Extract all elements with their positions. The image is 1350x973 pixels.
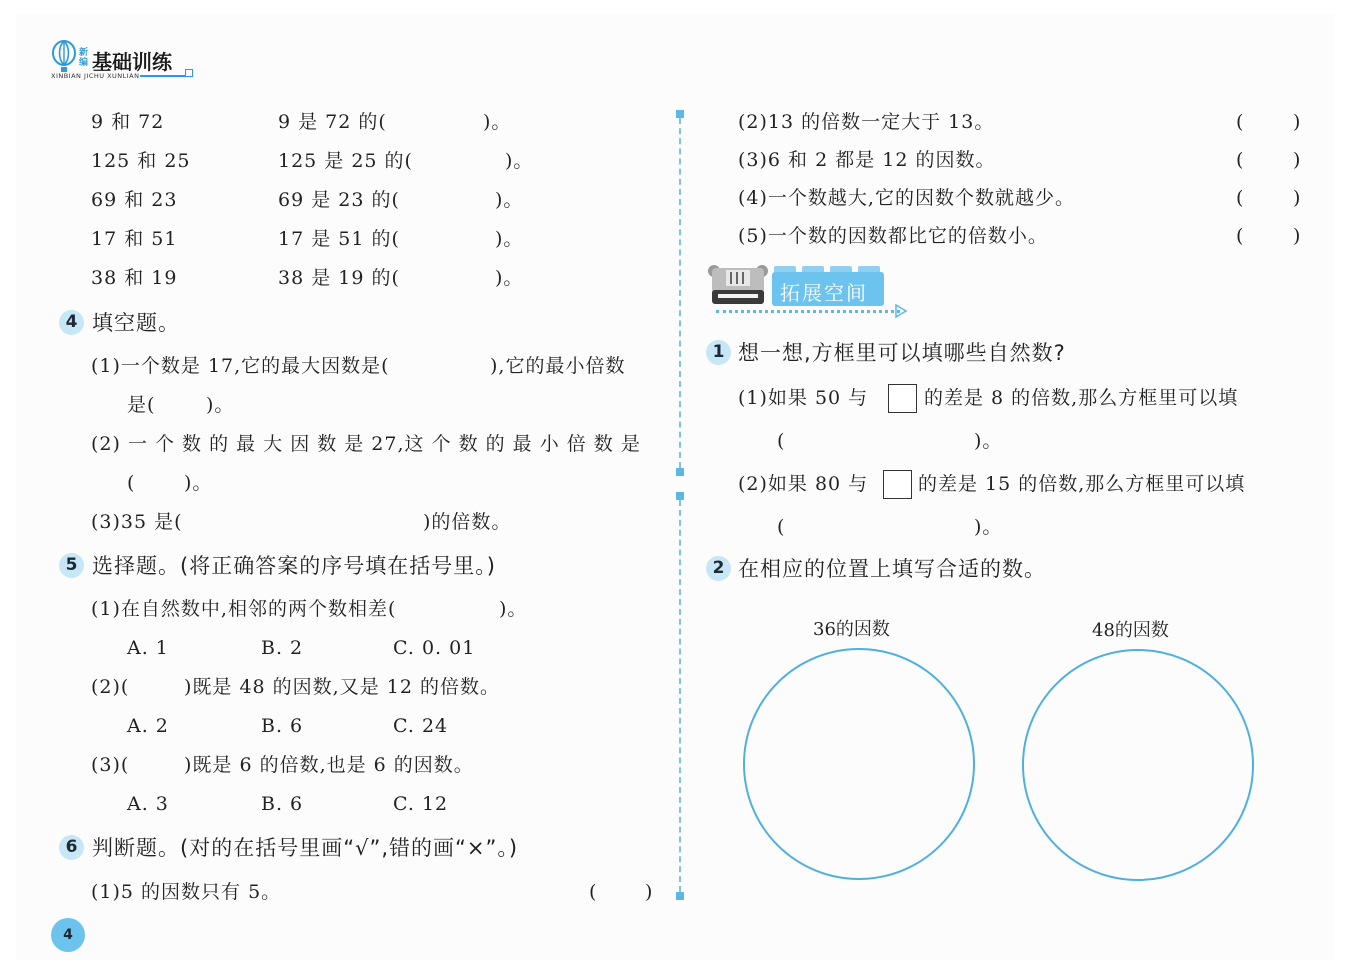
- question-text: (2) 一 个 数 的 最 大 因 数 是 27,这 个 数 的 最 小 倍 数 是: [91, 433, 641, 455]
- question-text: (: [127, 472, 136, 494]
- answer-paren-open: (: [1236, 149, 1245, 171]
- question-text: (1)一个数是 17,它的最大因数是(: [91, 355, 390, 377]
- divider-line: [679, 118, 681, 468]
- pair-label: 125 和 25: [91, 150, 191, 172]
- question-text: )既是 48 的因数,又是 12 的倍数。: [184, 676, 500, 698]
- blank-paren-open: (: [777, 516, 786, 538]
- option-a: A. 2: [127, 715, 169, 737]
- logo-square: [185, 69, 193, 77]
- pair-label: 17 和 51: [91, 228, 178, 250]
- blank-paren-close: )。: [974, 516, 1003, 538]
- answer-box[interactable]: [888, 384, 917, 413]
- question-text: (3)(: [91, 754, 130, 776]
- pair-question-end: )。: [495, 189, 524, 211]
- answer-paren-open: (: [1236, 225, 1245, 247]
- question-text: (4)一个数越大,它的因数个数就越少。: [738, 187, 1075, 209]
- question-text: (2)如果 80 与: [738, 473, 869, 495]
- blank-paren-close: )。: [974, 430, 1003, 452]
- divider-line: [679, 500, 681, 892]
- option-c: C. 24: [393, 715, 449, 737]
- pair-question: 125 是 25 的(: [278, 150, 413, 172]
- arrow-right-icon: [894, 304, 908, 318]
- question-text: (2)13 的倍数一定大于 13。: [738, 111, 995, 133]
- pair-question-end: )。: [505, 150, 534, 172]
- pair-label: 9 和 72: [91, 111, 165, 133]
- section-number-badge: 6: [59, 835, 84, 860]
- factor-circle-36[interactable]: [743, 648, 975, 880]
- pair-question: 9 是 72 的(: [278, 111, 387, 133]
- section-number-badge: 2: [706, 556, 731, 581]
- divider-square: [676, 892, 684, 900]
- answer-box[interactable]: [883, 470, 912, 499]
- page-number: 4: [51, 918, 85, 952]
- banner-underline: [716, 310, 900, 313]
- logo-new-char-2: 编: [79, 58, 89, 68]
- question-text: (1)如果 50 与: [738, 387, 869, 409]
- answer-paren-close: ): [1293, 149, 1302, 171]
- circle-label-36: 36的因数: [813, 619, 890, 640]
- divider-square: [676, 468, 684, 476]
- answer-paren-close: ): [1293, 187, 1302, 209]
- logo-new-char-1: 新: [79, 48, 89, 58]
- section-number-badge: 4: [59, 310, 84, 335]
- question-text: 的差是 15 的倍数,那么方框里可以填: [918, 473, 1246, 495]
- answer-paren-close: ): [1293, 225, 1302, 247]
- factor-circle-48[interactable]: [1022, 649, 1254, 881]
- pair-question: 38 是 19 的(: [278, 267, 400, 289]
- question-text: )的倍数。: [423, 511, 512, 533]
- circle-label-48: 48的因数: [1092, 620, 1169, 641]
- section-number-badge: 5: [59, 553, 84, 578]
- section-title: 判断题。(对的在括号里画“√”,错的画“×”。): [92, 836, 519, 860]
- logo-subtitle: XINBIAN JICHU XUNLIAN: [51, 72, 140, 80]
- pair-question-end: )。: [483, 111, 512, 133]
- balloon-icon: [50, 40, 78, 74]
- question-text: (3)35 是(: [91, 511, 183, 533]
- pair-question-end: )。: [495, 267, 524, 289]
- question-text: 是(: [127, 394, 156, 416]
- option-b: B. 6: [261, 715, 304, 737]
- question-text: (1)在自然数中,相邻的两个数相差(: [91, 598, 397, 620]
- option-c: C. 12: [393, 793, 449, 815]
- robot-icon: [706, 262, 770, 310]
- pair-question-end: )。: [495, 228, 524, 250]
- question-text: )。: [499, 598, 528, 620]
- answer-paren-open: (: [1236, 187, 1245, 209]
- option-a: A. 1: [127, 637, 169, 659]
- divider-square: [676, 110, 684, 118]
- logo-title: 基础训练: [92, 50, 172, 74]
- pair-label: 69 和 23: [91, 189, 178, 211]
- option-b: B. 2: [261, 637, 304, 659]
- answer-paren-close: ): [645, 881, 654, 903]
- question-text: )。: [206, 394, 235, 416]
- question-text: (1)5 的因数只有 5。: [91, 881, 282, 903]
- section-title: 在相应的位置上填写合适的数。: [738, 557, 1046, 581]
- question-text: )既是 6 的倍数,也是 6 的因数。: [184, 754, 474, 776]
- question-text: (3)6 和 2 都是 12 的因数。: [738, 149, 996, 171]
- section-number-badge: 1: [706, 340, 731, 365]
- question-text: ),它的最小倍数: [490, 355, 626, 377]
- answer-paren-open: (: [589, 881, 598, 903]
- section-title: 选择题。(将正确答案的序号填在括号里。): [92, 554, 496, 578]
- answer-paren-close: ): [1293, 111, 1302, 133]
- blank-paren-open: (: [777, 430, 786, 452]
- pair-question: 69 是 23 的(: [278, 189, 400, 211]
- pair-label: 38 和 19: [91, 267, 178, 289]
- question-text: )。: [184, 472, 213, 494]
- question-text: (5)一个数的因数都比它的倍数小。: [738, 225, 1048, 247]
- option-b: B. 6: [261, 793, 304, 815]
- pair-question: 17 是 51 的(: [278, 228, 400, 250]
- option-c: C. 0. 01: [393, 637, 476, 659]
- section-title: 填空题。: [92, 311, 180, 335]
- logo-underline: [140, 75, 186, 77]
- answer-paren-open: (: [1236, 111, 1245, 133]
- question-text: 的差是 8 的倍数,那么方框里可以填: [924, 387, 1239, 409]
- question-text: (2)(: [91, 676, 130, 698]
- option-a: A. 3: [127, 793, 169, 815]
- banner-title: 拓展空间: [780, 281, 868, 305]
- divider-square: [676, 492, 684, 500]
- section-title: 想一想,方框里可以填哪些自然数?: [738, 341, 1066, 365]
